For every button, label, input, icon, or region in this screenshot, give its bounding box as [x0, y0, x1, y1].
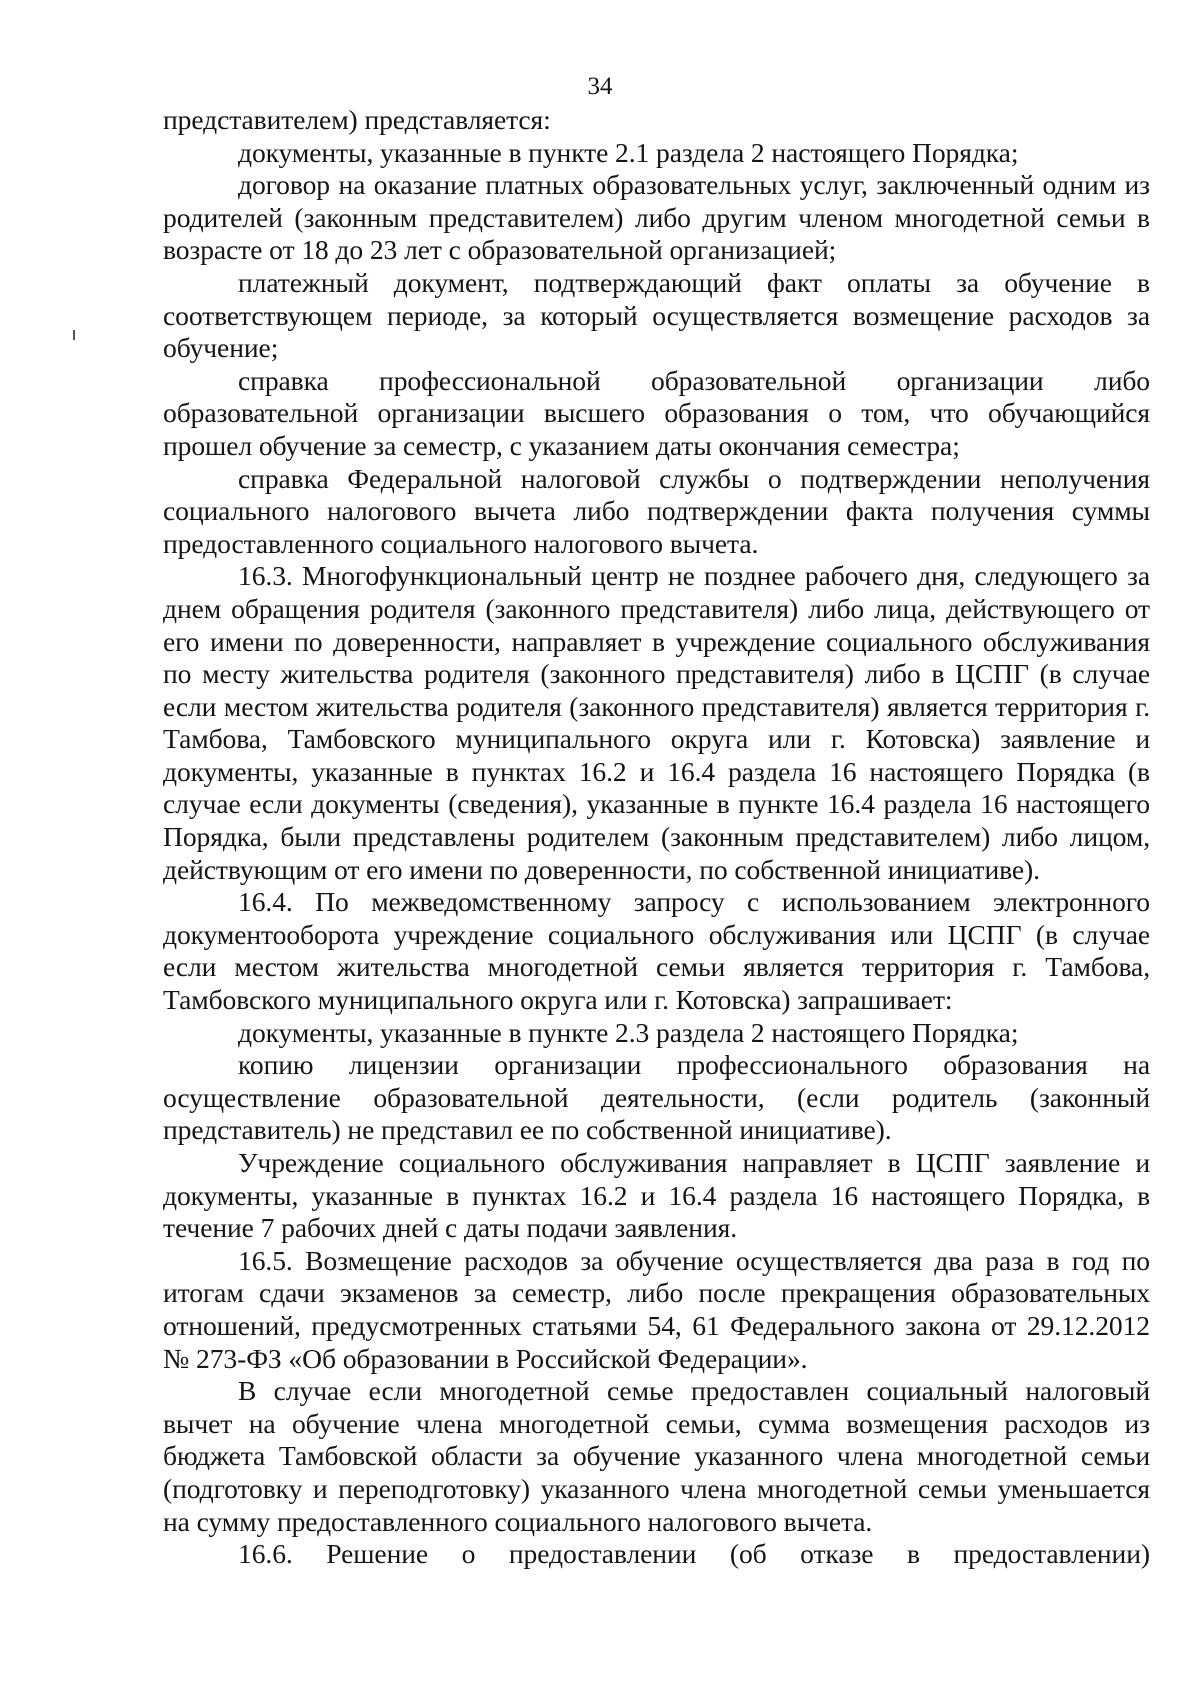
page-number: 34 [587, 73, 613, 100]
paragraph: Учреждение социального обслуживания направляет в ЦСПГ заявление и документы, указанные в пунктах 16.2 и 16.4 раздела 16 настоящего Порядка, в течение 7 рабочих дней с даты подачи заявления. [163, 1147, 1150, 1244]
scan-margin-mark [73, 330, 75, 340]
paragraph: В случае если многодетной семье предоставлен социальный налоговый вычет на обучение члена многодетной семьи, сумма возмещения расходов из бюджета Тамбовской области за обучение указанного члена многодетной семьи (подготовку и переподготовку) указанного члена многодетной семьи уменьшается на сумму предоставленного социального налогового вычета. [163, 1375, 1150, 1537]
paragraph-list-item: документы, указанные в пункте 2.3 раздела 2 настоящего Порядка; [238, 1016, 1019, 1048]
document-body [163, 104, 1150, 1571]
paragraph-list-item: договор на оказание платных образовательных услуг, заключенный одним из родителей (законным представителем) либо другим членом многодетной семьи в возрасте от 18 до 23 лет с образовательной организацией; [163, 169, 1150, 266]
paragraph-list-item: справка профессиональной образовательной организации либо образовательной организации высшего образования о том, что обучающийся прошел обучение за семестр, с указанием даты окончания семестра; [163, 364, 1150, 461]
paragraph-list-item: документы, указанные в пункте 2.1 раздела 2 настоящего Порядка; [238, 136, 1019, 168]
paragraph-list-item: копию лицензии организации профессионального образования на осуществление образовательной деятельности, (если родитель (законный представитель) не представил ее по собственной инициативе). [163, 1049, 1150, 1146]
paragraph-list-item: справка Федеральной налоговой службы о подтверждении неполучения социального налогового вычета либо подтверждении факта получения суммы предоставленного социального налогового вычета. [163, 462, 1150, 559]
paragraph-clause-16-6: 16.6. Решение о предоставлении (об отказе в предоставлении) [238, 1538, 1150, 1570]
paragraph-clause-16-5: 16.5. Возмещение расходов за обучение осуществляется два раза в год по итогам сдачи экзаменов за семестр, либо после прекращения образовательных отношений, предусмотренных статьями 54, 61 Федерального закона от 29.12.2012 № 273-ФЗ «Об образовании в Российской Федерации». [163, 1244, 1150, 1374]
paragraph-clause-16-3: 16.3. Многофункциональный центр не позднее рабочего дня, следующего за днем обращения родителя (законного представителя) либо лица, действующего от его имени по доверенности, направляет в учреждение социального обслуживания по месту жительства родителя (законного представителя) либо в ЦСПГ (в случае если местом жительства родителя (законного представителя) является территория г. Тамбова, Тамбовского муниципального округа или г. Котовска) заявление и документы, указанные в пунктах 16.2 и 16.4 раздела 16 настоящего Порядка (в случае если документы (сведения), указанные в пункте 16.4 раздела 16 настоящего Порядка, были представлены родителем (законным представителем) либо лицом, действующим от его имени по доверенности, по собственной инициативе). [163, 560, 1150, 885]
paragraph-list-item: платежный документ, подтверждающий факт оплаты за обучение в соответствующем периоде, за который осуществляется возмещение расходов за обучение; [163, 266, 1150, 364]
paragraph-clause-16-4: 16.4. По межведомственному запросу с использованием электронного документооборота учреждение социального обслуживания или ЦСПГ (в случае если местом жительства многодетной семьи является территория г. Тамбова, Тамбовского муниципального округа или г. Котовска) запрашивает: [163, 886, 1150, 1016]
paragraph-continuation: представителем) представляется: [163, 104, 551, 135]
